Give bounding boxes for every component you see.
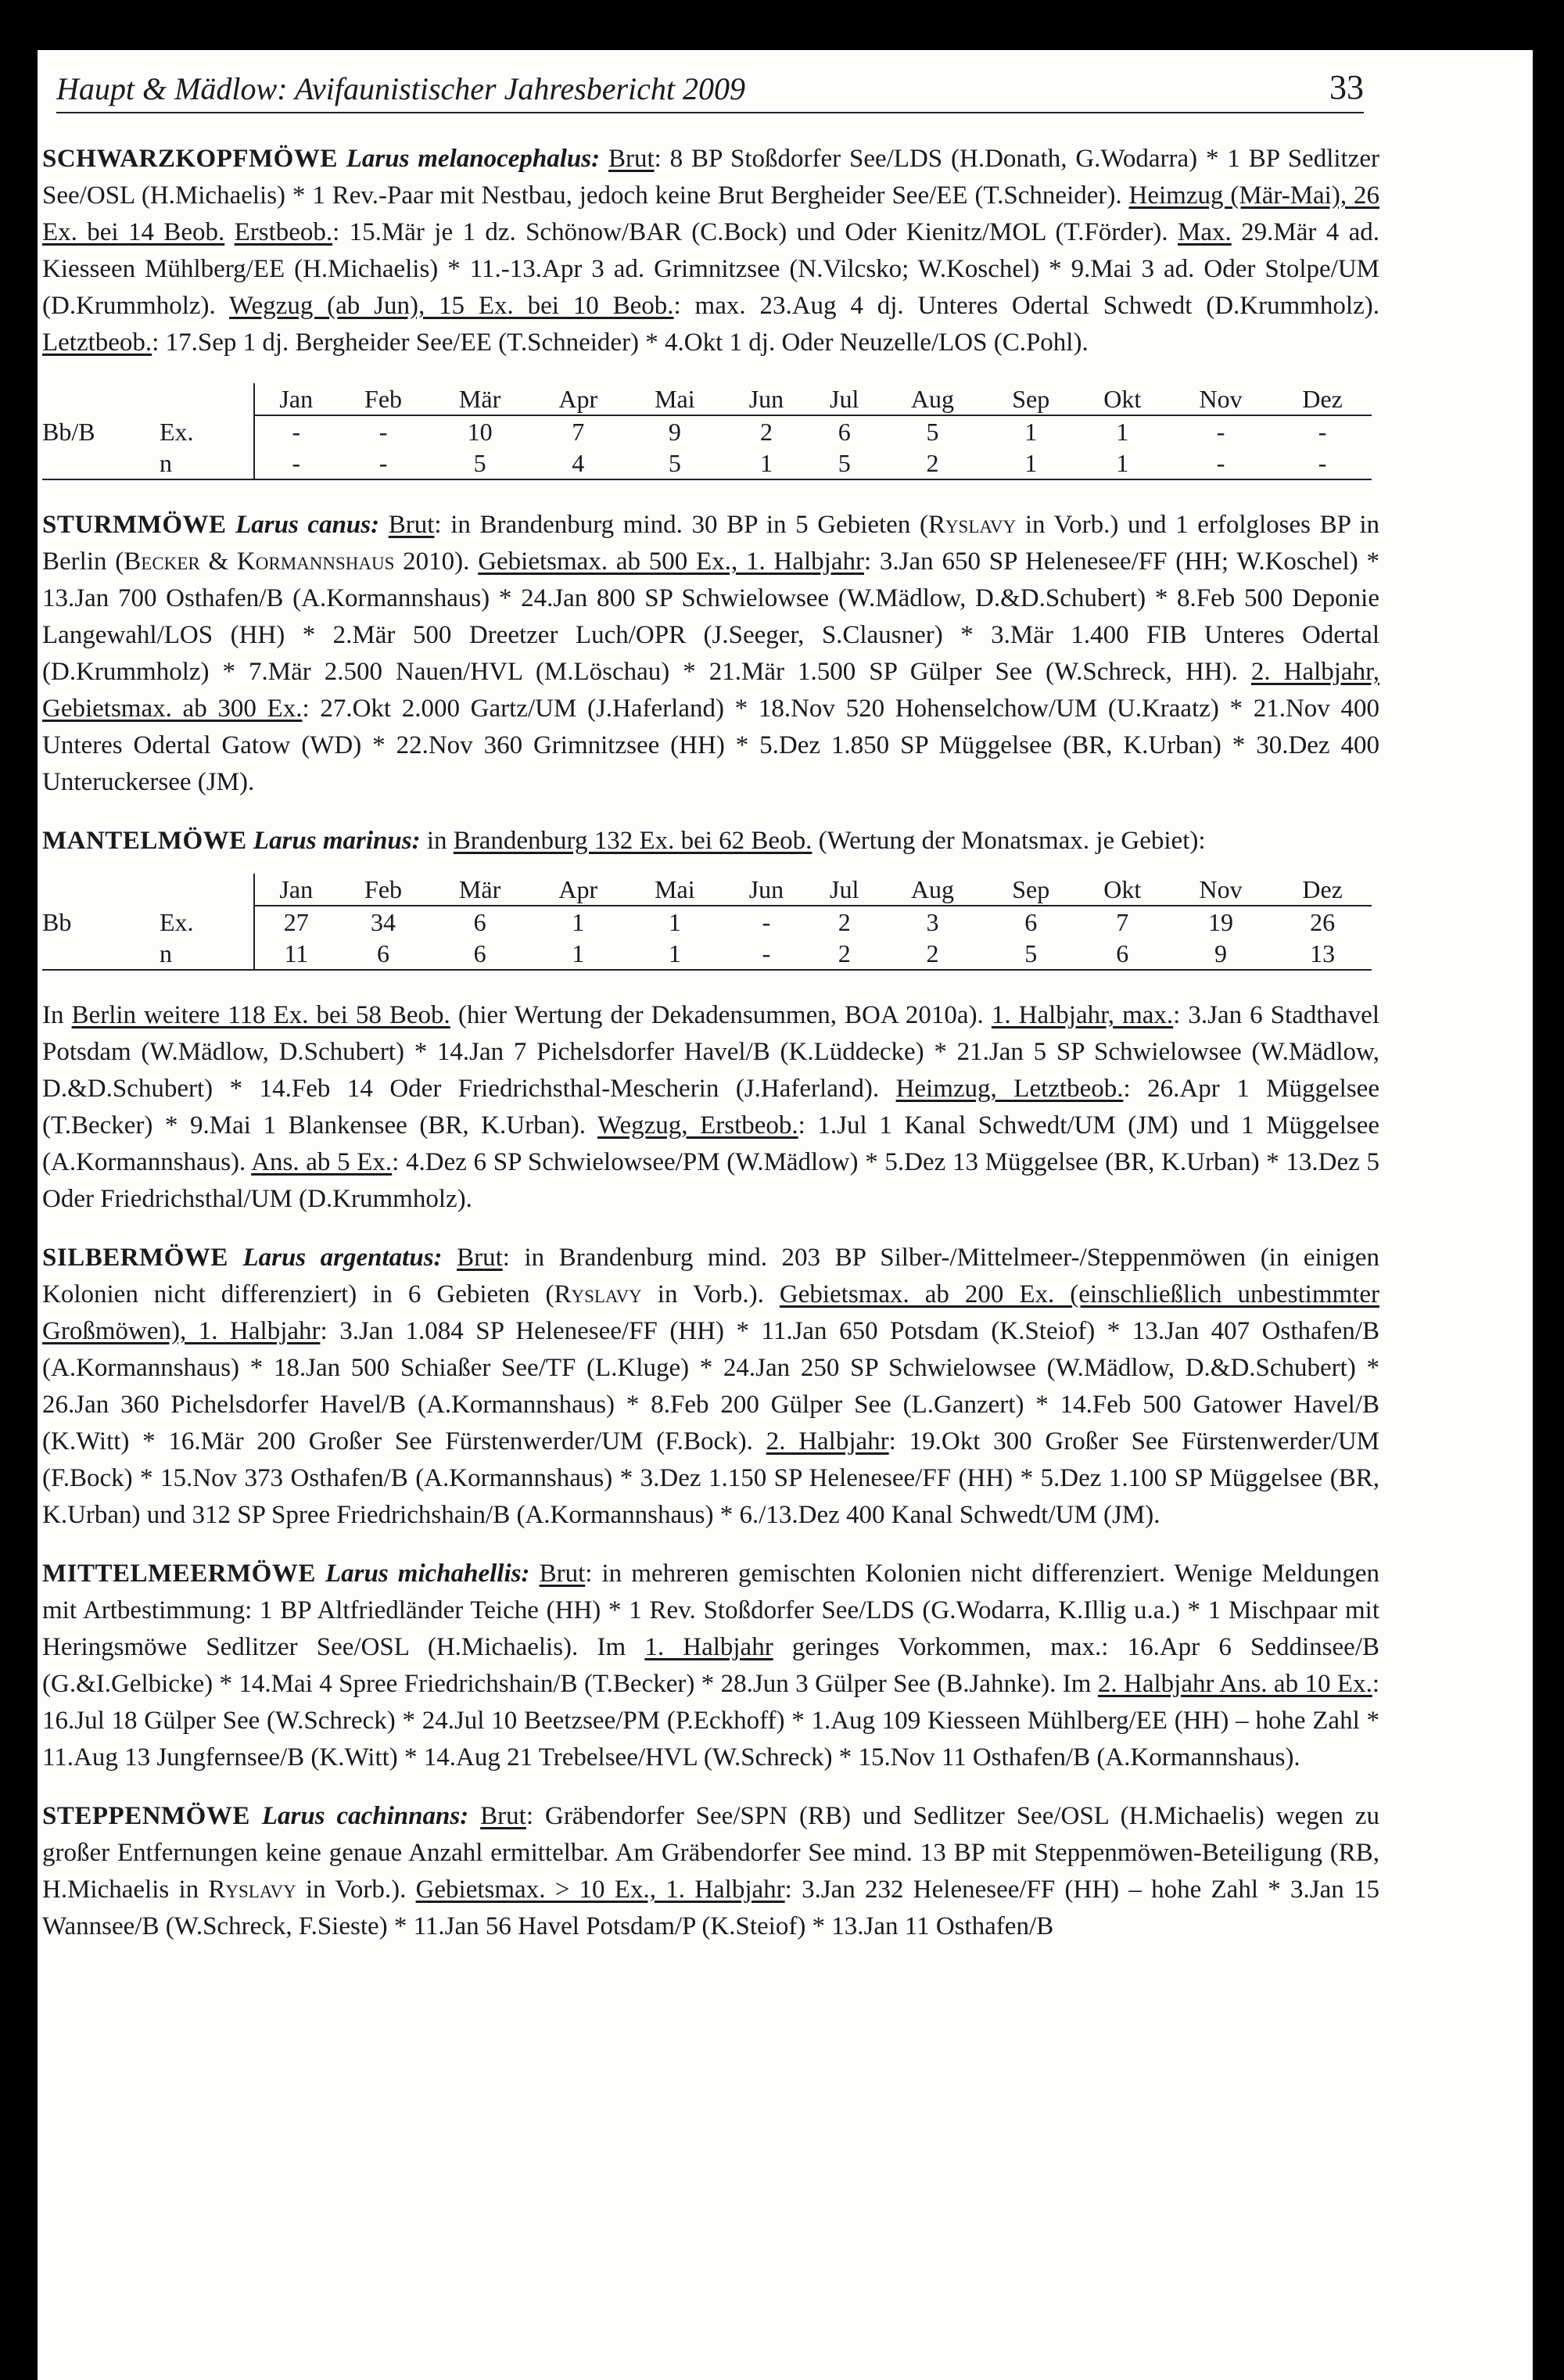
- month-header: Nov: [1168, 383, 1273, 415]
- text-run: : in mehreren gemischten Kolonien nicht differenziert. Wenige Meldungen mit Artbestimmung: 1 BP Altfriedländer Teiche (HH) * 1 Rev. Stoßdorfer See/LDS (G.Wodarra, K.Illig u.a.) * 1 Mischpaar mit Heringsmöwe Sedlitzer See/OSL (H.Michaelis). Im: [42, 1560, 1379, 1661]
- running-title: Haupt & Mädlow: Avifaunistischer Jahresbericht 2009: [56, 71, 746, 106]
- text-run: : 3.Jan 232 Helenesee/FF (HH) – hohe Zahl * 3.Jan 15 Wannsee/B (W.Schreck, F.Sieste) * 11.Jan 56 Havel Potsdam/P (K.Steiof) * 13.Jan 11 Osthafen/B: [42, 1876, 1379, 1940]
- text-run: in Vorb.).: [641, 1280, 780, 1308]
- text-run: [224, 218, 234, 246]
- month-header: Jun: [724, 383, 809, 415]
- month-header: Dez: [1273, 874, 1372, 906]
- section-label: Brut: [539, 1560, 586, 1588]
- table-cell: -: [724, 938, 809, 970]
- table-cell: 6: [1024, 908, 1038, 936]
- table-cell: 2: [809, 938, 880, 970]
- section-label: Brut: [388, 511, 435, 539]
- table-cell: -: [762, 908, 771, 936]
- row-label: Ex.: [160, 906, 254, 938]
- table-cell: 7: [572, 418, 585, 446]
- table-cell: 9: [1168, 938, 1273, 970]
- table-cell: 26: [1310, 908, 1336, 936]
- table-cell: -: [254, 447, 337, 479]
- table-cell: 5: [626, 447, 724, 479]
- text-run: 29.Mär 4 ad. Kiesseen Mühlberg/EE (H.Michaelis) * 11.-13.Apr 3 ad. Grimnitzsee (N.Vilcsko; W.Koschel) * 9.Mai 3 ad. Oder Stolpe/UM (D.Krummholz).: [42, 218, 1379, 320]
- text-run: : in Brandenburg mind. 30 BP in 5 Gebieten (: [434, 511, 928, 539]
- section-label: Gebietsmax. ab 500 Ex., 1. Halbjahr: [478, 547, 864, 576]
- author-name: Becker: [124, 547, 200, 576]
- table-row: [42, 447, 1372, 479]
- species-name: SILBERMÖWE: [42, 1244, 228, 1272]
- text-run: : 1.Jul 1 Kanal Schwedt/UM (JM) und 1 Müggelsee (A.Kormannshaus).: [42, 1111, 1380, 1176]
- text-run: (Wertung der Monatsmax. je Gebiet):: [812, 827, 1206, 855]
- section-label: Brut: [608, 145, 655, 173]
- text-run: [443, 1244, 457, 1272]
- table-cell: 1: [1024, 418, 1038, 446]
- text-run: [600, 145, 608, 173]
- author-name: Ryslavy: [927, 511, 1017, 539]
- table-cell: 10: [467, 418, 493, 446]
- table-cell: 13: [1273, 938, 1372, 970]
- author-name: Ryslavy: [208, 1876, 296, 1904]
- species-entry-sturmmoewe: [42, 507, 1379, 801]
- text-run: [529, 1560, 539, 1588]
- table-cell: 5: [985, 938, 1077, 970]
- row-label: n: [160, 447, 254, 479]
- scientific-name: Larus canus:: [235, 511, 380, 539]
- section-label: 1. Halbjahr: [644, 1633, 773, 1661]
- table-header-row: [42, 383, 1372, 415]
- table-cell: 3: [926, 908, 939, 936]
- table-cell: 27: [283, 908, 309, 936]
- section-label: Brandenburg 132 Ex. bei 62 Beob.: [453, 827, 812, 855]
- table-row: [42, 415, 1372, 447]
- text-run: : 3.Jan 650 SP Helenesee/FF (HH; W.Koschel) * 13.Jan 700 Osthafen/B (A.Kormannshaus) * 24.Jan 800 SP Schwielowsee (W.Mädlow, D.&D.Schubert) * 8.Feb 500 Deponie Langewahl/LOS (HH) * 2.Mär 500 Dreetzer Luch/OPR (J.Seeger, S.Clausner) * 3.Mär 1.400 FIB Unteres Odertal (D.Krummholz) * 7.Mär 2.500 Nauen/HVL (M.Löschau) * 21.Mär 1.500 SP Gülper See (W.Schreck, HH).: [42, 547, 1379, 686]
- month-header: Apr: [531, 383, 626, 415]
- month-header: Mai: [626, 874, 724, 906]
- table-cell: -: [378, 418, 388, 446]
- scientific-name: Larus michahellis:: [325, 1560, 530, 1588]
- running-header: [56, 67, 1364, 113]
- table-cell: 1: [626, 938, 724, 970]
- scientific-name: Larus cachinnans:: [261, 1802, 469, 1830]
- month-header: Jun: [724, 874, 809, 906]
- table-cell: 2: [880, 938, 985, 970]
- text-run: : 3.Jan 6 Stadthavel Potsdam (W.Mädlow, D.Schubert) * 14.Jan 7 Pichelsdorfer Havel/B (K.Lüddecke) * 21.Jan 5 SP Schwielowsee (W.Mädlow, D.&D.Schubert) * 14.Feb 14 Oder Friedrichsthal-Mescherin (J.Haferland).: [42, 1001, 1379, 1103]
- text-run: : 17.Sep 1 dj. Bergheider See/EE (T.Schneider) * 4.Okt 1 dj. Oder Neuzelle/LOS (C.Pohl).: [152, 328, 1089, 357]
- text-run: geringes Vorkommen, max.: 16.Apr 6 Seddinsee/B (G.&I.Gelbicke) * 14.Mai 4 Spree Friedrichshain/B (T.Becker) * 28.Jun 3 Gülper See (B.Jahnke). Im: [42, 1633, 1379, 1698]
- scientific-name: Larus marinus:: [253, 827, 421, 855]
- table-cell: 6: [1077, 938, 1168, 970]
- section-label: Brut: [457, 1244, 503, 1272]
- author-name: Kormannshaus: [236, 547, 395, 576]
- scientific-name: Larus argentatus:: [242, 1244, 443, 1272]
- table-cell: -: [1318, 418, 1327, 446]
- table-cell: 1: [531, 938, 626, 970]
- monthly-table-mantelmoewe: [42, 874, 1372, 971]
- species-entry-silbermoewe: [42, 1240, 1379, 1534]
- month-header: Jan: [254, 874, 337, 906]
- section-label: Berlin weitere 118 Ex. bei 58 Beob.: [71, 1001, 450, 1029]
- region-cell: Bb: [42, 907, 72, 936]
- section-label: Letztbeob.: [42, 328, 152, 357]
- table-cell: 5: [926, 418, 939, 446]
- species-entry-steppenmoewe: [42, 1798, 1379, 1945]
- month-header: Feb: [337, 383, 429, 415]
- table-cell: 9: [668, 418, 681, 446]
- section-label: Brut: [480, 1802, 526, 1830]
- text-run: in Vorb.).: [296, 1876, 416, 1904]
- scientific-name: Larus melanocephalus:: [346, 145, 601, 173]
- table-cell: 6: [473, 908, 486, 936]
- section-label: Erstbeob.: [234, 218, 333, 246]
- section-label: Heimzug, Letztbeob.: [895, 1075, 1124, 1103]
- species-name: MANTELMÖWE: [42, 827, 247, 855]
- row-label: Ex.: [160, 415, 254, 447]
- table-cell: -: [1216, 418, 1225, 446]
- table-cell: 2: [838, 908, 851, 936]
- text-run: : 27.Okt 2.000 Gartz/UM (J.Haferland) * 18.Nov 520 Hohenselchow/UM (U.Kraatz) * 21.Nov 400 Unteres Odertal Gatow (WD) * 22.Nov 360 Grimnitzsee (HH) * 5.Dez 1.850 SP Müggelsee (BR, K.Urban) * 30.Dez 400 Unteruckersee (JM).: [42, 695, 1379, 796]
- table-cell: -: [1168, 447, 1273, 479]
- table-cell: 2: [880, 447, 985, 479]
- text-run: : 16.Jul 18 Gülper See (W.Schreck) * 24.Jul 10 Beetzsee/PM (P.Eckhoff) * 1.Aug 109 Kiesseen Mühlberg/EE (HH) – hohe Zahl * 11.Aug 13 Jungfernsee/B (K.Witt) * 14.Aug 21 Trebelsee/HVL (W.Schreck) * 15.Nov 11 Osthafen/B (A.Kormannshaus).: [42, 1670, 1379, 1772]
- month-header: Apr: [531, 874, 626, 906]
- month-header: Aug: [880, 874, 985, 906]
- table-header-row: [42, 874, 1372, 906]
- mantelmoewe-berlin-paragraph: [42, 997, 1379, 1218]
- table-cell: 2: [759, 418, 773, 446]
- text-run: &: [199, 547, 237, 576]
- table-cell: 6: [429, 938, 531, 970]
- month-header: Jul: [809, 874, 880, 906]
- species-entry-mittelmeermoewe: [42, 1556, 1379, 1776]
- month-header: Jul: [809, 383, 880, 415]
- month-header: Aug: [880, 383, 985, 415]
- section-label: 1. Halbjahr, max.: [991, 1001, 1174, 1029]
- section-label: 2. Halbjahr Ans. ab 10 Ex.: [1097, 1670, 1372, 1698]
- section-label: 2. Halbjahr, Gebietsmax. ab 300 Ex.: [42, 658, 1379, 723]
- table-cell: 5: [809, 447, 880, 479]
- text-run: in: [420, 827, 454, 855]
- text-run: 2010).: [394, 547, 479, 576]
- table-cell: 1: [724, 447, 809, 479]
- table-cell: 11: [254, 938, 337, 970]
- text-run: [468, 1802, 480, 1830]
- table-cell: 5: [429, 447, 531, 479]
- table-row: [42, 906, 1372, 938]
- section-label: Gebietsmax. ab 200 Ex. (einschließlich unbestimmter Großmöwen), 1. Halbjahr: [42, 1280, 1379, 1345]
- section-label: 2. Halbjahr: [766, 1427, 889, 1456]
- table-cell: 1: [985, 447, 1077, 479]
- section-label: Wegzug, Erstbeob.: [597, 1111, 798, 1140]
- species-name: STURMMÖWE: [42, 511, 227, 539]
- section-label: Ans. ab 5 Ex.: [251, 1148, 393, 1176]
- monthly-table-schwarzkopfmoewe: [42, 383, 1372, 480]
- section-label: Heimzug (Mär-Mai), 26 Ex. bei 14 Beob.: [42, 181, 1379, 246]
- month-header: Jan: [254, 383, 337, 415]
- species-entry-schwarzkopfmoewe: [42, 141, 1379, 361]
- month-header: Sep: [985, 383, 1077, 415]
- section-label: Gebietsmax. > 10 Ex., 1. Halbjahr: [415, 1876, 785, 1904]
- table-cell: 1: [668, 908, 681, 936]
- table-cell: 6: [337, 938, 429, 970]
- month-header: Okt: [1077, 383, 1168, 415]
- month-header: Feb: [337, 874, 429, 906]
- text-run: : 8 BP Stoßdorfer See/LDS (H.Donath, G.Wodarra) * 1 BP Sedlitzer See/OSL (H.Michaelis) * 1 Rev.-Paar mit Nestbau, jedoch keine Brut Bergheider See/EE (T.Schneider).: [42, 145, 1379, 210]
- text-run: : max. 23.Aug 4 dj. Unteres Odertal Schwedt (D.Krummholz).: [673, 292, 1379, 320]
- table-cell: -: [292, 418, 301, 446]
- table-cell: -: [337, 447, 429, 479]
- table-cell: 19: [1208, 908, 1234, 936]
- table-cell: 4: [531, 447, 626, 479]
- species-entry-mantelmoewe: [42, 823, 1379, 860]
- table-cell: 1: [1116, 418, 1129, 446]
- page-number: 33: [1329, 68, 1364, 106]
- text-run: In: [42, 1001, 72, 1029]
- article-body: [42, 141, 1379, 1967]
- text-run: [379, 511, 389, 539]
- section-label: Wegzug (ab Jun), 15 Ex. bei 10 Beob.: [229, 292, 674, 320]
- month-header: Mär: [429, 874, 531, 906]
- table-cell: 6: [838, 418, 851, 446]
- month-header: Sep: [985, 874, 1077, 906]
- table-row: [42, 938, 1372, 970]
- table-cell: 7: [1116, 908, 1129, 936]
- species-name: STEPPENMÖWE: [42, 1802, 250, 1830]
- text-run: : 15.Mär je 1 dz. Schönow/BAR (C.Bock) und Oder Kienitz/MOL (T.Förder).: [332, 218, 1178, 246]
- species-name: SCHWARZKOPFMÖWE: [42, 145, 338, 173]
- text-run: : in Brandenburg mind. 203 BP Silber-/Mittelmeer-/Steppenmöwen (in einigen Kolonien nicht differenziert) in 6 Gebieten (: [42, 1244, 1380, 1308]
- month-header: Mär: [429, 383, 531, 415]
- table-cell: 1: [1077, 447, 1168, 479]
- table-cell: 34: [371, 908, 396, 936]
- text-run: : 3.Jan 1.084 SP Helenesee/FF (HH) * 11.Jan 650 Potsdam (K.Steiof) * 13.Jan 407 Osthafen/B (A.Kormannshaus) * 18.Jan 500 Schiaßer See/TF (L.Kluge) * 24.Jan 250 SP Schwielowsee (W.Mädlow, D.&D.Schubert) * 26.Jan 360 Pichelsdorfer Havel/B (A.Kormannshaus) * 8.Feb 200 Gülper See (L.Ganzert) * 14.Feb 500 Gatower Havel/B (K.Witt) * 16.Mär 200 Großer See Fürstenwerder/UM (F.Bock).: [42, 1317, 1379, 1456]
- table-cell: 1: [572, 908, 585, 936]
- row-label: n: [160, 938, 254, 970]
- text-run: : 4.Dez 6 SP Schwielowsee/PM (W.Mädlow) * 5.Dez 13 Müggelsee (BR, K.Urban) * 13.Dez 5 Oder Friedrichsthal/UM (D.Krummholz).: [42, 1148, 1379, 1213]
- month-header: Okt: [1077, 874, 1168, 906]
- text-run: in Vorb.) und 1 erfolgloses BP in Berlin (: [42, 511, 1380, 576]
- text-run: : 26.Apr 1 Müggelsee (T.Becker) * 9.Mai 1 Blankensee (BR, K.Urban).: [42, 1075, 1379, 1140]
- month-header: Nov: [1168, 874, 1273, 906]
- section-label: Max.: [1178, 218, 1232, 246]
- author-name: Ryslavy: [554, 1280, 642, 1308]
- text-run: : Gräbendorfer See/SPN (RB) und Sedlitzer See/OSL (H.Michaelis) wegen zu großer Entfernungen keine genaue Anzahl ermittelbar. Am Gräbendorfer See mind. 13 BP mit Steppenmöwen-Beteiligung (RB, H.Michaelis in: [42, 1802, 1379, 1904]
- table-cell: -: [1273, 447, 1372, 479]
- text-run: (hier Wertung der Dekadensummen, BOA 2010a).: [450, 1001, 992, 1029]
- region-cell: Bb/B: [42, 417, 95, 446]
- text-run: : 19.Okt 300 Großer See Fürstenwerder/UM (F.Bock) * 15.Nov 373 Osthafen/B (A.Kormannshaus) * 3.Dez 1.150 SP Helenesee/FF (HH) * 5.Dez 1.100 SP Müggelsee (BR, K.Urban) und 312 SP Spree Friedrichshain/B (A.Kormannshaus) * 6./13.Dez 400 Kanal Schwedt/UM (JM).: [42, 1427, 1379, 1529]
- species-name: MITTELMEERMÖWE: [42, 1560, 316, 1588]
- month-header: Dez: [1273, 383, 1372, 415]
- month-header: Mai: [626, 383, 724, 415]
